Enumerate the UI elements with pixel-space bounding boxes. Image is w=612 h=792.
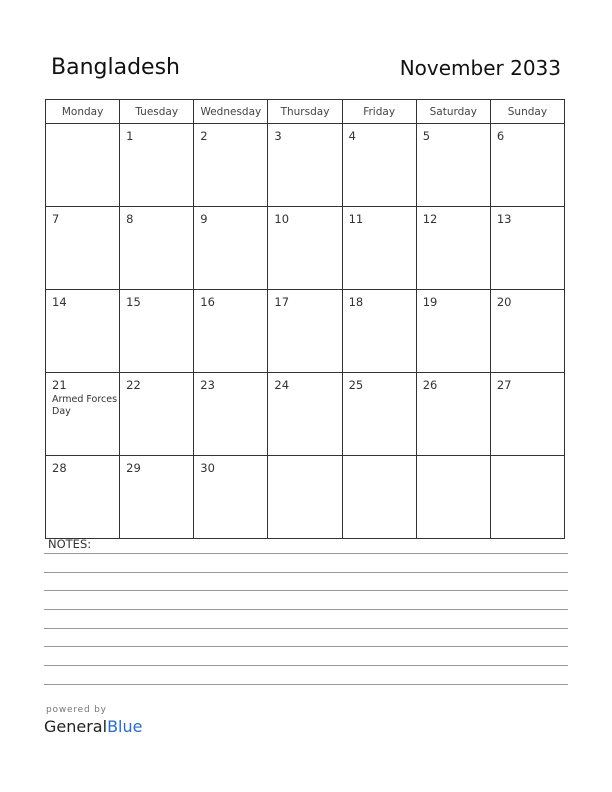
day-cell xyxy=(268,373,342,456)
day-number: 13 xyxy=(496,212,512,226)
day-number: 8 xyxy=(126,212,134,226)
day-cell xyxy=(120,290,194,373)
day-number: 22 xyxy=(126,378,141,392)
day-number: 9 xyxy=(200,212,208,226)
day-number: 30 xyxy=(200,461,215,475)
notes-line xyxy=(44,553,568,554)
powered-by-text: powered by xyxy=(46,705,107,715)
day-cell xyxy=(490,373,564,456)
day-cell xyxy=(194,373,268,456)
day-cell xyxy=(490,207,564,290)
holiday-label: Armed Forces Day xyxy=(52,394,118,417)
day-number: 4 xyxy=(348,129,356,143)
day-cell xyxy=(416,207,490,290)
day-cell xyxy=(46,290,120,373)
month-year-title: November 2033 xyxy=(399,56,561,80)
notes-line xyxy=(44,590,568,591)
calendar-grid xyxy=(45,99,565,539)
day-number: 14 xyxy=(52,295,67,309)
weekday-header: Wednesday xyxy=(194,100,268,124)
weekday-header: Monday xyxy=(46,100,120,124)
generalblue-logo xyxy=(44,717,142,736)
week-row xyxy=(46,124,565,207)
day-cell xyxy=(342,207,416,290)
day-cell xyxy=(268,207,342,290)
day-number: 21 xyxy=(52,378,67,392)
weekday-header: Thursday xyxy=(268,100,342,124)
day-cell xyxy=(46,373,120,456)
day-cell xyxy=(120,124,194,207)
day-number: 26 xyxy=(422,378,438,392)
day-cell xyxy=(120,207,194,290)
weekday-header: Saturday xyxy=(416,100,490,124)
notes-line xyxy=(44,609,568,610)
day-cell xyxy=(194,290,268,373)
day-number: 7 xyxy=(52,212,60,226)
notes-line xyxy=(44,572,568,573)
day-number: 20 xyxy=(496,295,512,309)
day-cell xyxy=(46,124,120,207)
week-row xyxy=(46,373,565,456)
day-cell xyxy=(120,373,194,456)
day-number: 27 xyxy=(496,378,512,392)
brand-general-text: General xyxy=(44,717,108,736)
day-cell xyxy=(46,207,120,290)
weekday-header: Friday xyxy=(342,100,416,124)
day-cell xyxy=(490,290,564,373)
day-number: 17 xyxy=(274,295,290,309)
day-cell xyxy=(194,207,268,290)
day-cell xyxy=(268,456,342,539)
day-cell xyxy=(120,456,194,539)
day-cell xyxy=(342,456,416,539)
day-number: 1 xyxy=(126,129,134,143)
week-row xyxy=(46,207,565,290)
day-cell xyxy=(490,124,564,207)
day-cell xyxy=(342,373,416,456)
weekday-header-row xyxy=(46,100,565,124)
day-cell xyxy=(194,456,268,539)
day-number: 3 xyxy=(274,129,282,143)
day-cell xyxy=(490,456,564,539)
day-number: 23 xyxy=(200,378,215,392)
day-number: 15 xyxy=(126,295,141,309)
weekday-header: Tuesday xyxy=(120,100,194,124)
day-number: 28 xyxy=(52,461,67,475)
week-row xyxy=(46,456,565,539)
day-number: 19 xyxy=(422,295,438,309)
day-cell xyxy=(416,456,490,539)
notes-line xyxy=(44,684,568,685)
notes-line xyxy=(44,628,568,629)
day-number: 18 xyxy=(348,295,364,309)
day-cell xyxy=(416,124,490,207)
weekday-header: Sunday xyxy=(490,100,564,124)
day-cell xyxy=(416,290,490,373)
day-number: 5 xyxy=(422,129,431,143)
day-cell xyxy=(342,124,416,207)
day-cell xyxy=(416,373,490,456)
country-title: Bangladesh xyxy=(51,55,180,80)
day-number: 11 xyxy=(348,212,364,226)
day-number: 24 xyxy=(274,378,290,392)
day-number: 16 xyxy=(200,295,215,309)
notes-line xyxy=(44,646,568,647)
day-number: 12 xyxy=(422,212,438,226)
notes-label: NOTES: xyxy=(48,537,92,551)
day-cell xyxy=(342,290,416,373)
day-cell xyxy=(194,124,268,207)
day-number: 6 xyxy=(496,129,505,143)
brand-blue-text: Blue xyxy=(107,717,143,736)
week-row xyxy=(46,290,565,373)
day-number: 2 xyxy=(200,129,208,143)
day-cell xyxy=(46,456,120,539)
day-cell xyxy=(268,124,342,207)
day-number: 25 xyxy=(348,378,364,392)
day-number: 29 xyxy=(126,461,141,475)
day-number: 10 xyxy=(274,212,290,226)
day-cell xyxy=(268,290,342,373)
notes-line xyxy=(44,665,568,666)
